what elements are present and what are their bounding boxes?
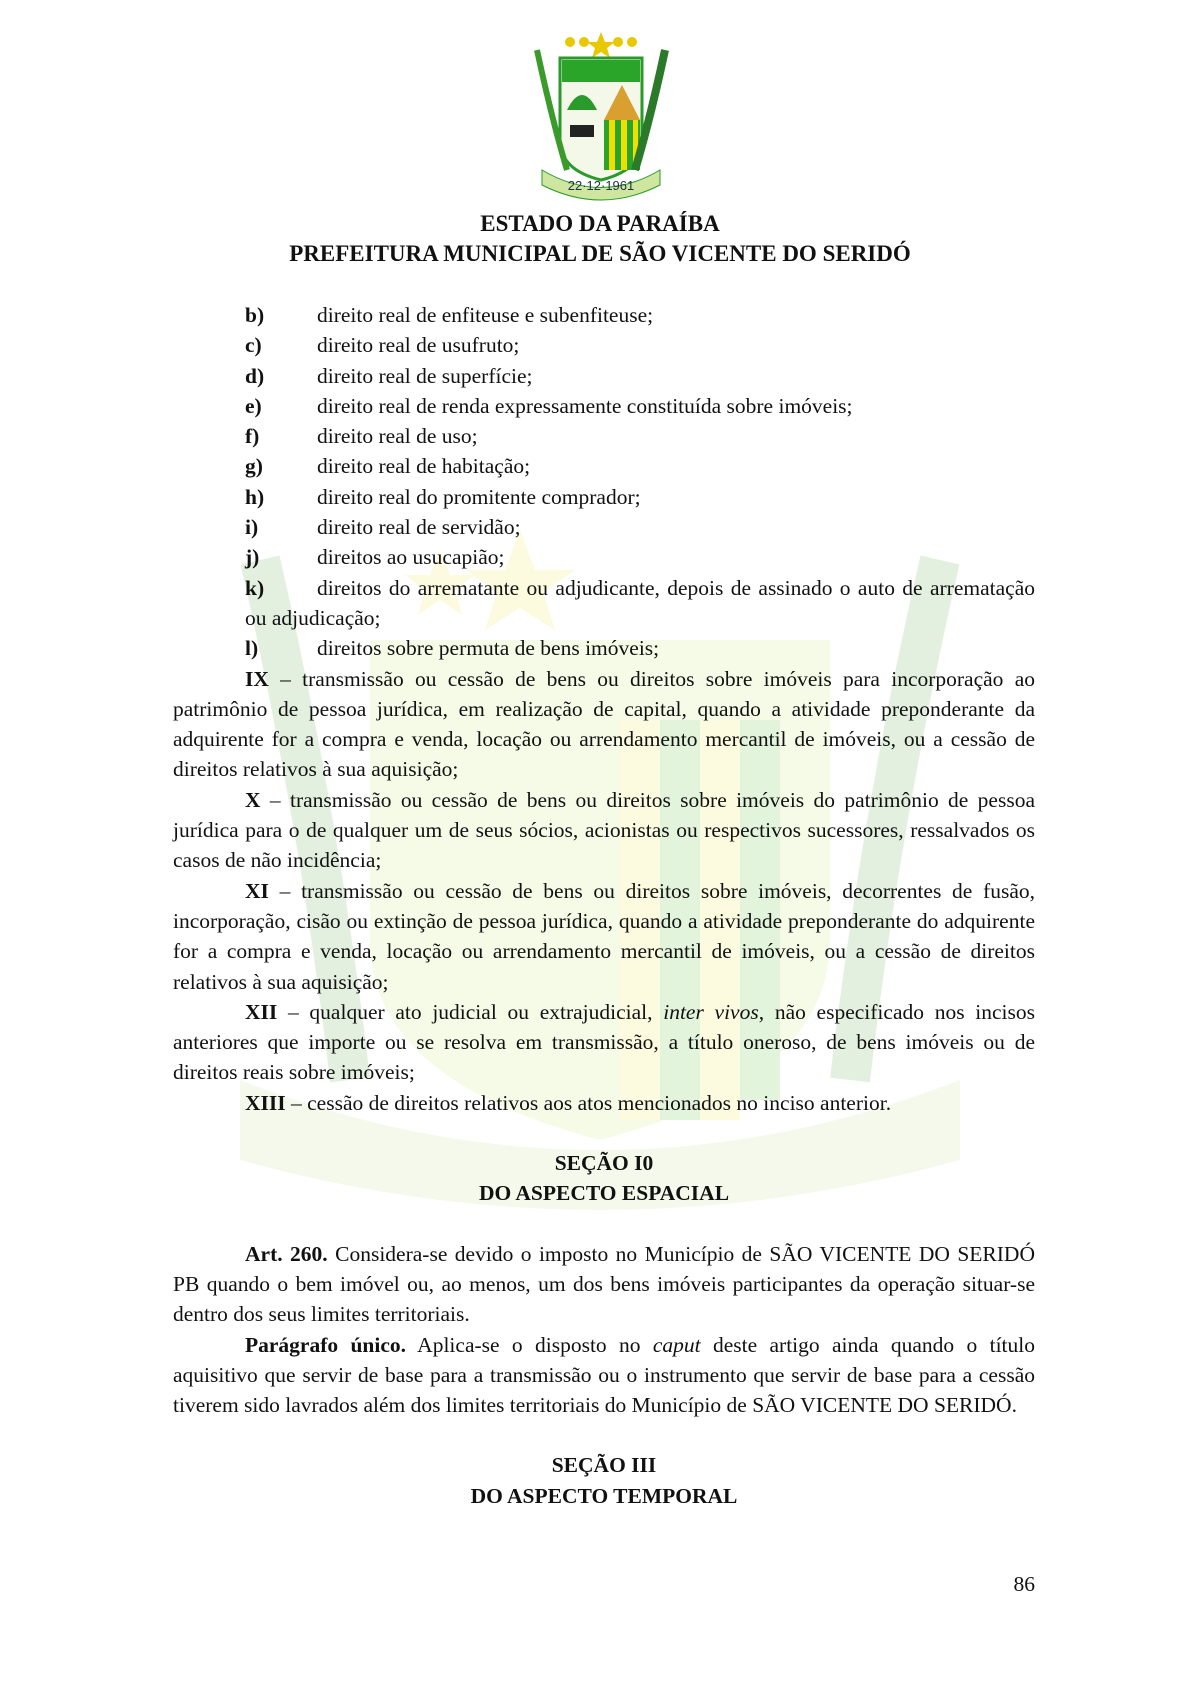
inciso-number: X	[245, 787, 261, 812]
list-item-text: direito real de servidão;	[317, 515, 521, 540]
inciso	[173, 664, 1035, 785]
coat-of-arms-logo	[512, 30, 690, 202]
list-item-text: direito real de uso;	[317, 424, 478, 449]
list-item	[173, 482, 1035, 512]
list-item-text: direito real do promitente comprador;	[317, 484, 641, 509]
list-item-text: direito real de renda expressamente constituída sobre imóveis;	[317, 393, 853, 418]
paragraph-text: Aplica-se o disposto no	[406, 1332, 653, 1357]
list-item-key: f)	[245, 424, 260, 449]
inciso-text: , não especificado nos incisos anteriores que importe ou se resolva em transmissão, a título oneroso, de bens imóveis ou de direitos reais sobre imóveis;	[173, 999, 1035, 1085]
list-item-key: d)	[245, 363, 265, 388]
article-text: Considera-se devido o imposto no Município de SÃO VICENTE DO SERIDÓ PB quando o bem imóvel ou, ao menos, um dos bens imóveis participantes da operação situar-se dentro dos seus limites territoriais.	[173, 1241, 1035, 1327]
document-body	[173, 300, 1035, 1511]
paragraph-label: Parágrafo único.	[245, 1332, 407, 1357]
paragraph-text: deste artigo ainda quando o título aquisitivo que servir de base para a transmissão ou o instrumento que servir de base para a cessão tiverem sido lavrados além dos limites territoriais do Município de SÃO VICENTE DO SERIDÓ.	[173, 1332, 1035, 1418]
list-item-key: e)	[245, 393, 262, 418]
list-item	[173, 300, 1035, 330]
inciso-number: IX	[245, 666, 269, 691]
list-item	[173, 451, 1035, 481]
inciso	[173, 1088, 1035, 1118]
list-item	[173, 573, 1035, 634]
list-item-text: direito real de usufruto;	[317, 333, 520, 358]
list-item	[173, 542, 1035, 572]
list-item-key: b)	[245, 303, 265, 327]
inciso-number: XI	[245, 878, 269, 903]
list-item	[173, 361, 1035, 391]
inciso-text: – cessão de direitos relativos aos atos mencionados no inciso anterior.	[285, 1090, 892, 1115]
section-title: SEÇÃO I0	[554, 1151, 654, 1176]
list-item-key: l)	[245, 636, 259, 661]
article-260	[173, 1239, 1035, 1330]
section-subtitle: DO ASPECTO TEMPORAL	[470, 1483, 738, 1508]
section-subtitle: DO ASPECTO ESPACIAL	[478, 1181, 730, 1206]
article-label: Art. 260.	[245, 1241, 328, 1266]
paragrafo-unico	[173, 1330, 1035, 1421]
list-item	[173, 330, 1035, 360]
list-item	[173, 391, 1035, 421]
list-item-key: g)	[245, 454, 263, 479]
inciso-text: – transmissão ou cessão de bens ou direitos sobre imóveis, decorrentes de fusão, incorporação, cisão ou extinção de pessoa jurídica, quando a atividade preponderante do adquirente for a compra e venda, locação ou arrendamento mercantil de imóveis, ou a cessão de direitos relativos à sua aquisição;	[173, 878, 1035, 994]
inciso-number: XII	[245, 999, 278, 1024]
inciso-italic: inter vivos	[663, 999, 759, 1024]
list-item-key: h)	[245, 484, 265, 509]
inciso	[173, 876, 1035, 997]
inciso	[173, 997, 1035, 1088]
inciso-text: – qualquer ato judicial ou extrajudicial,	[277, 999, 664, 1024]
list-item-text: direito real de superfície;	[317, 363, 533, 388]
list-item-key: k)	[245, 575, 265, 600]
list-item-text: direitos sobre permuta de bens imóveis;	[317, 636, 660, 661]
header-prefeitura: PREFEITURA MUNICIPAL DE SÃO VICENTE DO SERIDÓ	[289, 241, 911, 266]
list-item-text: direitos do arrematante ou adjudicante, depois de assinado o auto de arrematação ou adjudicação;	[245, 575, 1035, 630]
inciso-text: – transmissão ou cessão de bens ou direitos sobre imóveis para incorporação ao patrimônio de pessoa jurídica, em realização de capital, quando a atividade preponderante da adquirente for a compra e venda, locação ou arrendamento mercantil de imóveis, ou a cessão de direitos relativos à sua aquisição;	[173, 666, 1035, 782]
list-item-key: j)	[245, 545, 260, 570]
list-item	[173, 633, 1035, 663]
list-item	[173, 512, 1035, 542]
list-item-text: direito real de enfiteuse e subenfiteuse;	[317, 303, 654, 327]
page-number: 86	[1013, 1572, 1035, 1596]
list-item-text: direito real de habitação;	[317, 454, 531, 479]
list-item-text: direitos ao usucapião;	[317, 545, 505, 570]
list-item-key: c)	[245, 333, 262, 358]
paragraph-italic: caput	[652, 1332, 701, 1357]
list-item	[173, 421, 1035, 451]
logo-date: 22·12·1961	[567, 178, 635, 193]
inciso-text: – transmissão ou cessão de bens ou direitos sobre imóveis do patrimônio de pessoa jurídica para o de qualquer um de seus sócios, acionistas ou respectivos sucessores, ressalvados os casos de não incidência;	[173, 787, 1035, 873]
header-state: ESTADO DA PARAÍBA	[480, 211, 720, 236]
section-title: SEÇÃO III	[551, 1453, 657, 1478]
list-item-key: i)	[245, 515, 259, 540]
inciso-number: XIII	[245, 1090, 286, 1115]
inciso	[173, 785, 1035, 876]
